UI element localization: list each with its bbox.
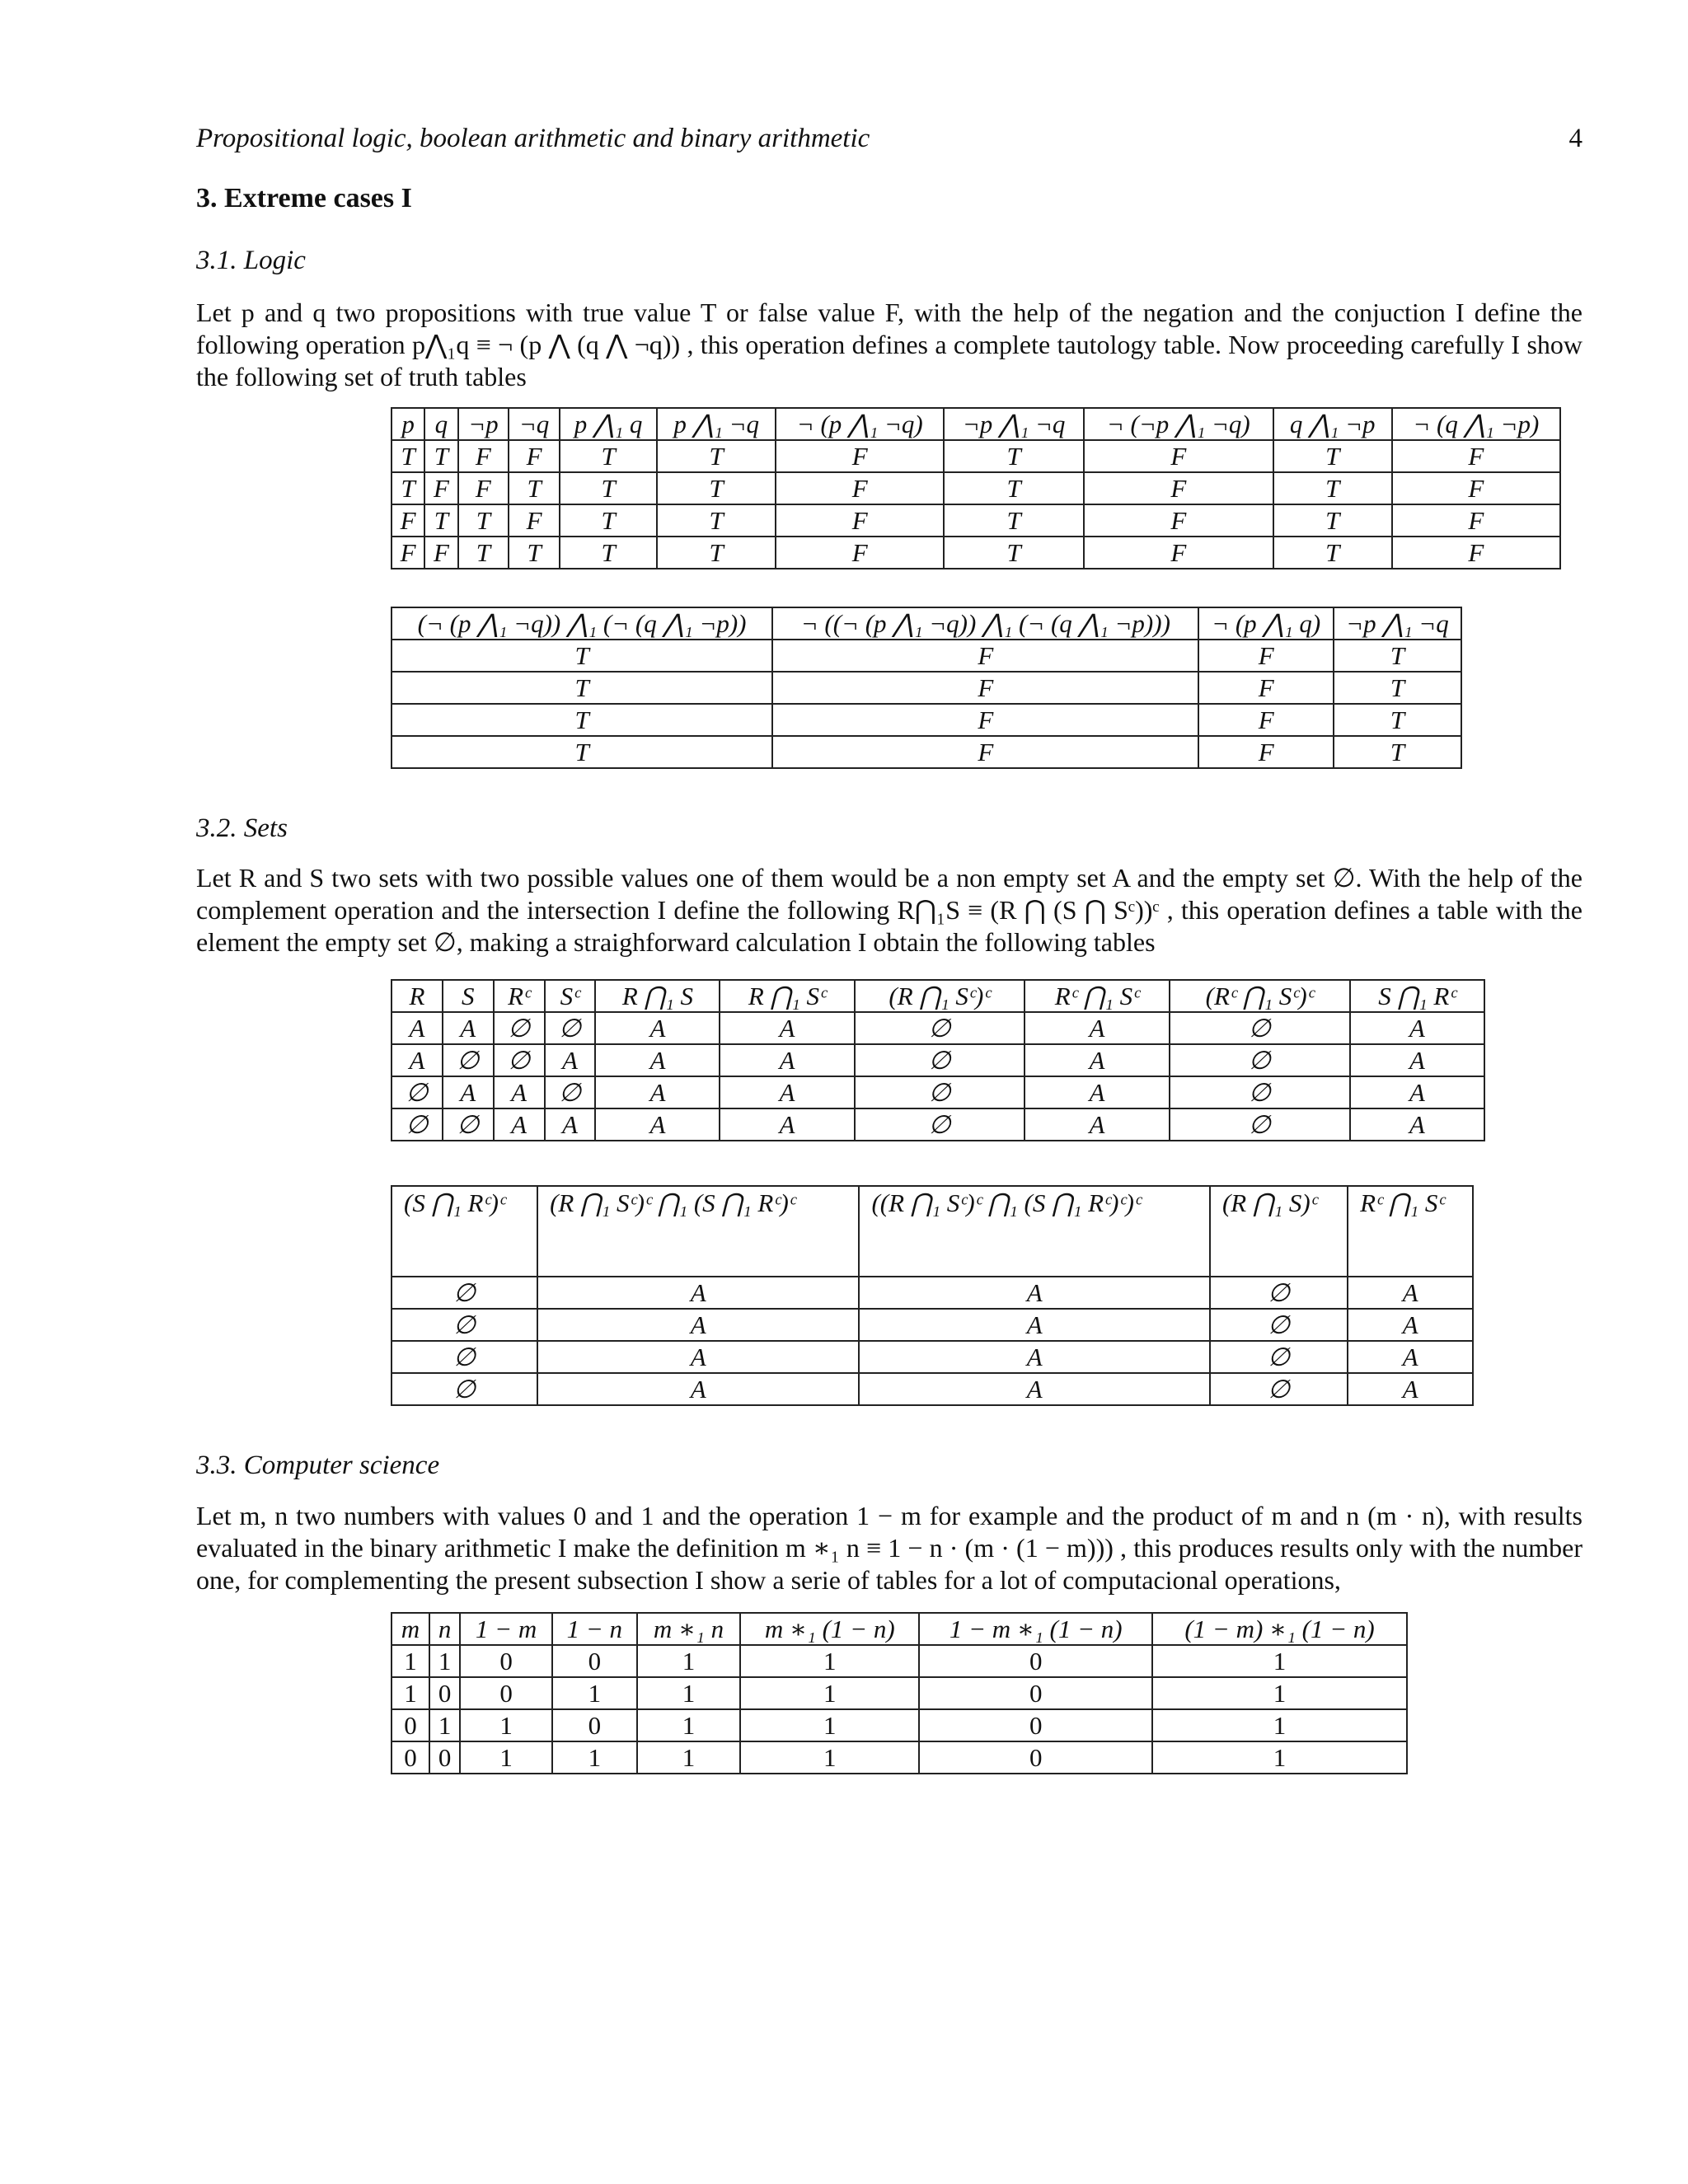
table-cell: ∅ <box>392 1076 443 1108</box>
table-cell: 0 <box>552 1709 637 1741</box>
table-cell: T <box>944 472 1084 504</box>
table-cell: 1 <box>740 1645 919 1677</box>
table-header-row <box>392 408 1560 440</box>
column-header: Rᶜ ⋂₁ Sᶜ <box>1025 980 1170 1012</box>
table-cell: 0 <box>392 1741 429 1774</box>
table-cell: A <box>443 1076 494 1108</box>
table-row <box>392 1108 1484 1141</box>
table-cell: A <box>1348 1373 1473 1405</box>
paragraph-cs: Let m, n two numbers with values 0 and 1 and the operation 1 − m for example and the product of m and n (m · n), with results evaluated in the binary arithmetic I make the definition m ∗₁ n ≡ 1 − n · (m · (1 − m))) , this produces results only with the number one, for complementing the present subsection I show a serie of tables for a lot of computacional operations, <box>196 1501 1582 1595</box>
table-cell: ∅ <box>392 1309 537 1341</box>
table-row <box>392 440 1560 472</box>
table-cell: ∅ <box>1170 1044 1350 1076</box>
table-cell: T <box>509 472 560 504</box>
column-header: Sᶜ <box>545 980 596 1012</box>
table-cell: ∅ <box>392 1341 537 1373</box>
table-cell: F <box>509 504 560 537</box>
page-header <box>196 124 1582 163</box>
column-header: S ⋂₁ Rᶜ <box>1350 980 1484 1012</box>
table-cell: A <box>392 1012 443 1044</box>
table-cell: T <box>657 472 776 504</box>
table-row <box>392 537 1560 569</box>
table-cell: A <box>494 1108 545 1141</box>
table-cell: F <box>1392 537 1560 569</box>
column-header: ¬p ⋀₁ ¬q <box>1334 607 1461 640</box>
sets-table-1 <box>391 979 1485 1141</box>
table-row <box>392 704 1461 736</box>
page-number: 4 <box>1568 124 1582 153</box>
table-cell: T <box>657 537 776 569</box>
table-cell: T <box>1334 672 1461 704</box>
table-cell: F <box>1084 504 1273 537</box>
table-cell: 1 <box>429 1645 460 1677</box>
table-cell: ∅ <box>443 1044 494 1076</box>
table-cell: T <box>392 672 772 704</box>
table-cell: 1 <box>740 1677 919 1709</box>
table-cell: A <box>859 1373 1210 1405</box>
table-cell: T <box>1334 736 1461 768</box>
table-cell: T <box>1334 640 1461 672</box>
table-cell: 1 <box>637 1741 740 1774</box>
table-cell: ∅ <box>1170 1012 1350 1044</box>
table-cell: T <box>509 537 560 569</box>
column-header: R <box>392 980 443 1012</box>
table-row <box>392 1741 1407 1774</box>
table-cell: 0 <box>392 1709 429 1741</box>
table-cell: ∅ <box>392 1277 537 1309</box>
subsection-heading-cs: 3.3. Computer science <box>196 1451 440 1480</box>
table-cell: 1 <box>552 1741 637 1774</box>
table-header-row <box>392 607 1461 640</box>
table-cell: F <box>392 537 424 569</box>
table-cell: T <box>392 640 772 672</box>
table-cell: F <box>1084 440 1273 472</box>
table-cell: F <box>776 504 944 537</box>
table-cell: F <box>458 472 509 504</box>
table-cell: A <box>443 1012 494 1044</box>
column-header: (R ⋂₁ Sᶜ)ᶜ <box>855 980 1025 1012</box>
table-cell: F <box>776 440 944 472</box>
column-header: m <box>392 1613 429 1645</box>
column-header: m ∗₁ n <box>637 1613 740 1645</box>
table-cell: 1 <box>1152 1709 1407 1741</box>
table-cell: 0 <box>429 1677 460 1709</box>
table-cell: T <box>560 440 657 472</box>
table-cell: A <box>1350 1012 1484 1044</box>
table-cell: 0 <box>919 1709 1152 1741</box>
table-header-row <box>392 1186 1473 1277</box>
table-cell: A <box>720 1108 854 1141</box>
table-cell: ∅ <box>545 1076 596 1108</box>
table-row <box>392 1309 1473 1341</box>
table-cell: A <box>1350 1044 1484 1076</box>
table-cell: T <box>944 440 1084 472</box>
table-cell: F <box>424 472 457 504</box>
table-row <box>392 1645 1407 1677</box>
table-cell: A <box>1350 1108 1484 1141</box>
table-cell: ∅ <box>545 1012 596 1044</box>
table-cell: A <box>595 1012 720 1044</box>
table-cell: T <box>560 537 657 569</box>
table-cell: F <box>458 440 509 472</box>
table-cell: F <box>1198 704 1333 736</box>
truth-table-1 <box>391 407 1561 569</box>
table-cell: 1 <box>1152 1741 1407 1774</box>
table-cell: A <box>720 1044 854 1076</box>
table-cell: F <box>1392 472 1560 504</box>
binary-table <box>391 1612 1408 1774</box>
table-cell: F <box>1392 440 1560 472</box>
column-header: n <box>429 1613 460 1645</box>
table-cell: F <box>392 504 424 537</box>
table-cell: ∅ <box>443 1108 494 1141</box>
table-cell: A <box>1348 1277 1473 1309</box>
column-header: m ∗₁ (1 − n) <box>740 1613 919 1645</box>
table-cell: 1 <box>392 1677 429 1709</box>
table-row <box>392 640 1461 672</box>
table-cell: T <box>560 504 657 537</box>
column-header: q <box>424 408 457 440</box>
column-header: ¬p ⋀₁ ¬q <box>944 408 1084 440</box>
column-header: ¬p <box>458 408 509 440</box>
table-cell: F <box>1084 472 1273 504</box>
table-cell: T <box>392 736 772 768</box>
table-cell: T <box>1273 537 1392 569</box>
table-cell: 1 <box>392 1645 429 1677</box>
table-cell: T <box>392 472 424 504</box>
table-cell: F <box>1198 640 1333 672</box>
table-cell: ∅ <box>855 1012 1025 1044</box>
table-cell: F <box>772 672 1198 704</box>
table-cell: A <box>1025 1108 1170 1141</box>
column-header: 1 − m <box>460 1613 552 1645</box>
table-cell: F <box>772 704 1198 736</box>
table-cell: T <box>458 504 509 537</box>
table-cell: T <box>657 440 776 472</box>
subsection-heading-logic: 3.1. Logic <box>196 246 306 275</box>
table-cell: A <box>859 1277 1210 1309</box>
table-cell: T <box>944 537 1084 569</box>
table-cell: ∅ <box>1170 1108 1350 1141</box>
table-row <box>392 472 1560 504</box>
table-row <box>392 1709 1407 1741</box>
column-header: p ⋀₁ q <box>560 408 657 440</box>
table-cell: 0 <box>919 1741 1152 1774</box>
table-cell: T <box>657 504 776 537</box>
table-cell: F <box>776 472 944 504</box>
table-cell: A <box>1348 1309 1473 1341</box>
table-cell: ∅ <box>1210 1309 1348 1341</box>
column-header: (1 − m) ∗₁ (1 − n) <box>1152 1613 1407 1645</box>
column-header: (R ⋂₁ Sᶜ)ᶜ ⋂₁ (S ⋂₁ Rᶜ)ᶜ <box>537 1186 859 1277</box>
table-row <box>392 1012 1484 1044</box>
table-cell: 1 <box>1152 1645 1407 1677</box>
table-row <box>392 1076 1484 1108</box>
table-cell: A <box>859 1341 1210 1373</box>
table-cell: 0 <box>919 1645 1152 1677</box>
table-cell: 1 <box>740 1741 919 1774</box>
column-header: ¬ (¬p ⋀₁ ¬q) <box>1084 408 1273 440</box>
column-header: R ⋂₁ S <box>595 980 720 1012</box>
table-cell: A <box>537 1309 859 1341</box>
table-cell: A <box>1025 1076 1170 1108</box>
column-header: ¬ (p ⋀₁ q) <box>1198 607 1333 640</box>
table-cell: F <box>1198 672 1333 704</box>
table-header-row <box>392 980 1484 1012</box>
column-header: R ⋂₁ Sᶜ <box>720 980 854 1012</box>
table-cell: 1 <box>552 1677 637 1709</box>
paragraph-logic: Let p and q two propositions with true value T or false value F, with the help of the negation and the conjuction I define the following operation p⋀₁q ≡ ¬ (p ⋀ (q ⋀ ¬q)) , this operation defines a complete tautology table. Now proceeding carefully I show the following set of truth tables <box>196 298 1582 391</box>
running-title: Propositional logic, boolean arithmetic and binary arithmetic <box>196 124 870 153</box>
table-cell: ∅ <box>855 1044 1025 1076</box>
column-header: p <box>392 408 424 440</box>
column-header: ¬ (p ⋀₁ ¬q) <box>776 408 944 440</box>
column-header: Rᶜ ⋂₁ Sᶜ <box>1348 1186 1473 1277</box>
table-cell: ∅ <box>1170 1076 1350 1108</box>
table-cell: A <box>537 1341 859 1373</box>
table-cell: T <box>424 504 457 537</box>
table-cell: F <box>1198 736 1333 768</box>
table-row <box>392 736 1461 768</box>
table-cell: 1 <box>460 1709 552 1741</box>
table-cell: ∅ <box>494 1044 545 1076</box>
table-row <box>392 1277 1473 1309</box>
column-header: (Rᶜ ⋂₁ Sᶜ)ᶜ <box>1170 980 1350 1012</box>
table-cell: 1 <box>637 1645 740 1677</box>
table-cell: ∅ <box>1210 1341 1348 1373</box>
table-cell: F <box>772 640 1198 672</box>
column-header: ¬ ((¬ (p ⋀₁ ¬q)) ⋀₁ (¬ (q ⋀₁ ¬p))) <box>772 607 1198 640</box>
column-header: Rᶜ <box>494 980 545 1012</box>
table-row <box>392 1677 1407 1709</box>
table-cell: 1 <box>637 1709 740 1741</box>
column-header: ((R ⋂₁ Sᶜ)ᶜ ⋂₁ (S ⋂₁ Rᶜ)ᶜ)ᶜ <box>859 1186 1210 1277</box>
table-cell: 0 <box>552 1645 637 1677</box>
table-cell: 1 <box>637 1677 740 1709</box>
table-cell: F <box>1084 537 1273 569</box>
column-header: S <box>443 980 494 1012</box>
table-cell: A <box>1348 1341 1473 1373</box>
truth-table-2 <box>391 607 1462 769</box>
table-cell: T <box>1334 704 1461 736</box>
table-cell: ∅ <box>1210 1373 1348 1405</box>
table-cell: 1 <box>740 1709 919 1741</box>
table-cell: ∅ <box>392 1373 537 1405</box>
table-row <box>392 504 1560 537</box>
subsection-heading-sets: 3.2. Sets <box>196 813 288 843</box>
table-cell: ∅ <box>855 1076 1025 1108</box>
table-cell: A <box>392 1044 443 1076</box>
table-row <box>392 672 1461 704</box>
table-cell: 0 <box>460 1645 552 1677</box>
table-cell: A <box>859 1309 1210 1341</box>
column-header: ¬ (q ⋀₁ ¬p) <box>1392 408 1560 440</box>
table-cell: ∅ <box>392 1108 443 1141</box>
table-cell: T <box>944 504 1084 537</box>
table-cell: A <box>595 1076 720 1108</box>
table-cell: A <box>1025 1012 1170 1044</box>
table-cell: ∅ <box>855 1108 1025 1141</box>
table-cell: ∅ <box>1210 1277 1348 1309</box>
table-cell: 1 <box>460 1741 552 1774</box>
table-cell: A <box>595 1108 720 1141</box>
table-cell: T <box>1273 440 1392 472</box>
table-cell: A <box>595 1044 720 1076</box>
table-row <box>392 1341 1473 1373</box>
column-header: ¬q <box>509 408 560 440</box>
table-cell: A <box>720 1076 854 1108</box>
table-cell: A <box>720 1012 854 1044</box>
sets-table-2 <box>391 1185 1474 1406</box>
column-header: 1 − n <box>552 1613 637 1645</box>
table-cell: 1 <box>429 1709 460 1741</box>
table-header-row <box>392 1613 1407 1645</box>
table-cell: 0 <box>429 1741 460 1774</box>
table-cell: F <box>1392 504 1560 537</box>
table-cell: A <box>545 1108 596 1141</box>
table-cell: T <box>392 440 424 472</box>
table-cell: 0 <box>460 1677 552 1709</box>
table-cell: T <box>1273 504 1392 537</box>
table-cell: T <box>424 440 457 472</box>
section-title: 3. Extreme cases I <box>196 183 412 213</box>
table-cell: ∅ <box>494 1012 545 1044</box>
table-cell: T <box>1273 472 1392 504</box>
table-cell: F <box>424 537 457 569</box>
column-header: 1 − m ∗₁ (1 − n) <box>919 1613 1152 1645</box>
table-cell: T <box>458 537 509 569</box>
column-header: p ⋀₁ ¬q <box>657 408 776 440</box>
table-cell: 1 <box>1152 1677 1407 1709</box>
table-cell: F <box>509 440 560 472</box>
table-cell: A <box>545 1044 596 1076</box>
table-cell: F <box>776 537 944 569</box>
table-cell: A <box>1350 1076 1484 1108</box>
paragraph-sets: Let R and S two sets with two possible values one of them would be a non empty set A and the empty set ∅. With the help of the complement operation and the intersection I define the following R⋂₁S ≡ (R ⋂ (S ⋂ Sᶜ))ᶜ , this operation defines a table with the element the empty set ∅, making a straighforward calculation I obtain the following tables <box>196 863 1582 957</box>
table-row <box>392 1373 1473 1405</box>
column-header: q ⋀₁ ¬p <box>1273 408 1392 440</box>
column-header: (¬ (p ⋀₁ ¬q)) ⋀₁ (¬ (q ⋀₁ ¬p)) <box>392 607 772 640</box>
table-cell: A <box>494 1076 545 1108</box>
column-header: (S ⋂₁ Rᶜ)ᶜ <box>392 1186 537 1277</box>
table-cell: A <box>537 1277 859 1309</box>
column-header: (R ⋂₁ S)ᶜ <box>1210 1186 1348 1277</box>
table-cell: T <box>560 472 657 504</box>
table-row <box>392 1044 1484 1076</box>
table-cell: A <box>1025 1044 1170 1076</box>
table-cell: T <box>392 704 772 736</box>
table-cell: A <box>537 1373 859 1405</box>
table-cell: F <box>772 736 1198 768</box>
table-cell: 0 <box>919 1677 1152 1709</box>
